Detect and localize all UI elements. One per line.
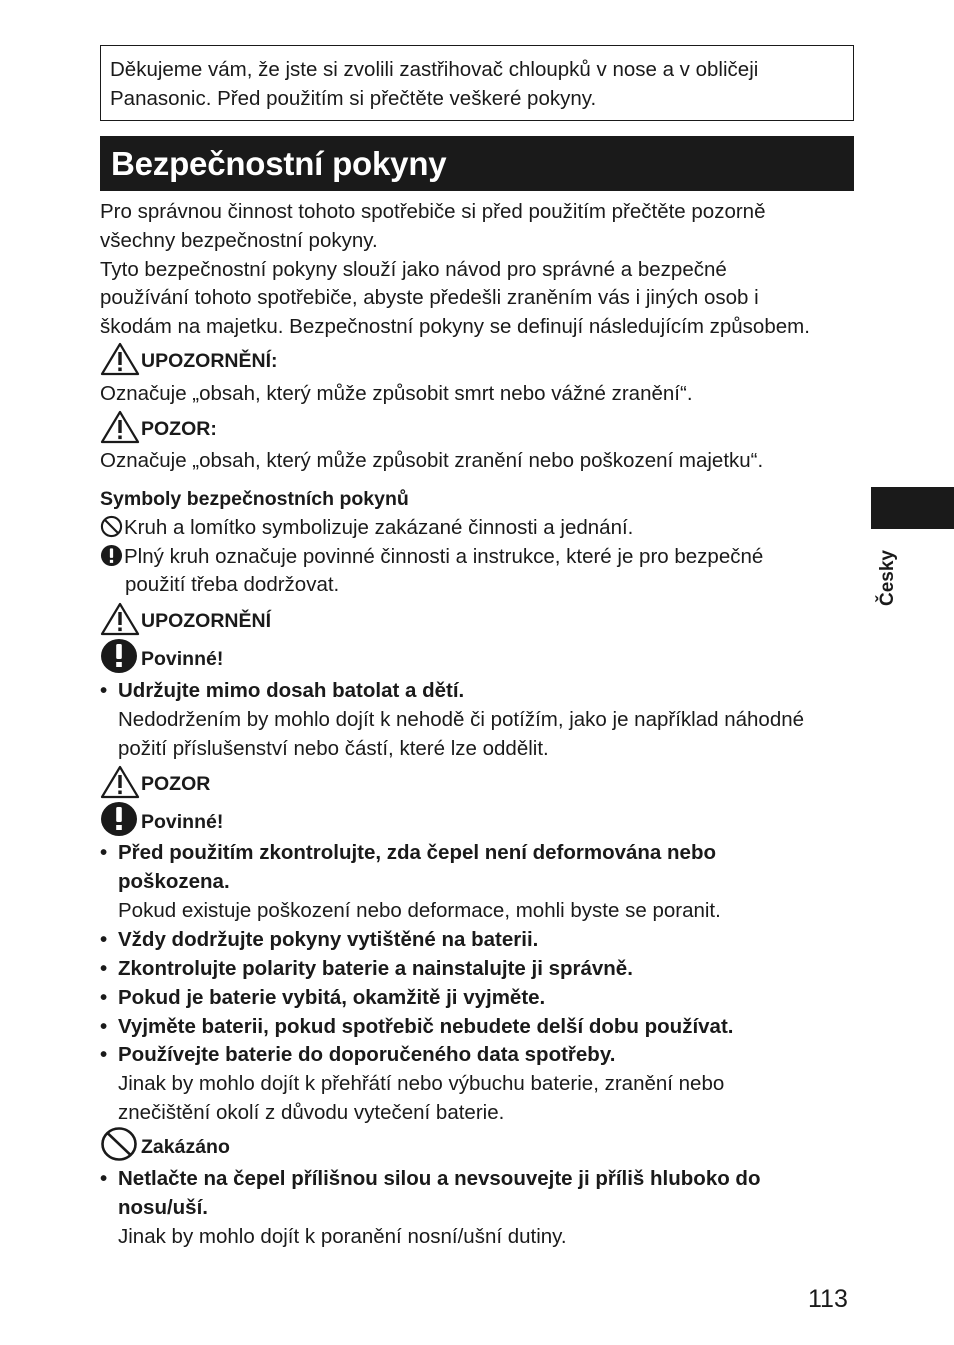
list-item-detail: Jinak by mohlo dojít k poranění nosní/ušní dutiny. [118, 1225, 567, 1248]
bullet: • [100, 841, 108, 864]
warning-definition-heading [100, 342, 278, 376]
mandatory-symbol-line [100, 543, 870, 572]
warning-triangle-icon [100, 342, 140, 376]
caution-definition-text: Označuje „obsah, který může způsobit zranění nebo poškození majetku“. [100, 449, 764, 472]
intro-line: Děkujeme vám, že jste si zvolili zastřihovač chloupků v nose a v obličeji [110, 58, 759, 81]
caution-triangle-icon [100, 765, 140, 799]
page-number: 113 [808, 1285, 848, 1313]
paragraph-line: všechny bezpečnostní pokyny. [100, 228, 378, 252]
language-label: Česky [877, 550, 898, 606]
list-item [100, 1041, 860, 1070]
list-item [100, 984, 860, 1013]
paragraph-line: Pro správnou činnost tohoto spotřebiče si před použitím přečtěte pozorně [100, 200, 766, 223]
list-item-title [118, 1165, 858, 1223]
caution-section-label: POZOR [141, 773, 211, 796]
bullet: • [100, 928, 108, 951]
prohibited-symbol-line [100, 514, 870, 543]
list-item-title: Zkontrolujte polarity baterie a nainstalujte ji správně. [118, 957, 633, 980]
mandatory-icon [100, 801, 138, 837]
list-item-title: Používejte baterie do doporučeného data spotřeby. [118, 1043, 616, 1066]
bullet: • [100, 1043, 108, 1066]
prohibited-icon [100, 515, 123, 538]
caution-definition-heading [100, 410, 217, 444]
prohibited-description: Kruh a lomítko symbolizuje zakázané činnosti a jednání. [124, 516, 634, 539]
warning-definition-text: Označuje „obsah, který může způsobit smrt nebo vážné zranění“. [100, 382, 693, 405]
list-item [100, 926, 860, 955]
bullet: • [100, 1167, 108, 1190]
warning-triangle-icon [100, 602, 140, 636]
intro-paragraph [100, 198, 870, 342]
page-title: Bezpečnostní pokyny [100, 136, 854, 191]
bullet: • [100, 1015, 108, 1038]
list-item-title: Pokud je baterie vybitá, okamžitě ji vyjměte. [118, 986, 546, 1009]
paragraph-line: škodám na majetku. Bezpečnostní pokyny se definují následujícím způsobem. [100, 315, 810, 339]
list-item-title [118, 839, 858, 897]
caution-section-heading [100, 765, 210, 799]
mandatory-icon [100, 638, 138, 674]
list-item [100, 1165, 860, 1223]
prohibited-label: Zakázáno [141, 1136, 230, 1159]
warning-label: UPOZORNĚNÍ: [141, 350, 278, 373]
list-item [100, 677, 860, 706]
mandatory-description: Plný kruh označuje povinné činnosti a instrukce, které je pro bezpečné [124, 545, 764, 568]
bullet: • [100, 986, 108, 1009]
caution-label: POZOR: [141, 418, 217, 441]
paragraph-line: Tyto bezpečnostní pokyny slouží jako návod pro správné a bezpečné [100, 257, 727, 281]
language-tab [871, 487, 954, 529]
bullet: • [100, 679, 108, 702]
detail-line: Nedodržením by mohlo dojít k nehodě či potížím, jako je například náhodné [118, 708, 805, 731]
bullet: • [100, 957, 108, 980]
mandatory-label: Povinné! [141, 811, 224, 834]
title-line: Netlačte na čepel přílišnou silou a nevsouvejte ji příliš hluboko do [118, 1167, 761, 1190]
prohibited-icon [100, 1126, 138, 1162]
list-item-title: Vždy dodržujte pokyny vytištěné na baterii. [118, 928, 539, 951]
title-line: Před použitím zkontrolujte, zda čepel není deformována nebo [118, 841, 716, 864]
list-item [100, 1013, 860, 1042]
list-item [100, 839, 860, 897]
detail-line: požití příslušenství nebo částí, které lze oddělit. [118, 736, 549, 760]
paragraph-line: používání tohoto spotřebiče, abyste předešli zraněním vás i jiných osob i [100, 286, 759, 310]
mandatory-icon [100, 544, 123, 567]
warning-section-heading [100, 602, 271, 636]
symbols-heading: Symboly bezpečnostních pokynů [100, 488, 409, 510]
intro-box [100, 45, 854, 121]
list-item-detail [118, 1070, 858, 1128]
list-item-title: Udržujte mimo dosah batolat a dětí. [118, 679, 465, 702]
caution-triangle-icon [100, 410, 140, 444]
title-line: nosu/uší. [118, 1195, 208, 1219]
language-label-wrap [866, 540, 906, 610]
prohibited-section-heading [100, 1126, 230, 1162]
warning-mandatory-heading [100, 638, 223, 674]
list-item-detail: Pokud existuje poškození nebo deformace, mohli byste se poranit. [118, 899, 721, 922]
detail-line: znečištění okolí z důvodu vytečení baterie. [118, 1100, 505, 1124]
mandatory-description-cont: použití třeba dodržovat. [125, 573, 340, 596]
list-item [100, 955, 860, 984]
warning-section-label: UPOZORNĚNÍ [141, 610, 272, 633]
caution-mandatory-heading [100, 801, 223, 837]
list-item-title: Vyjměte baterii, pokud spotřebič nebudete delší dobu používat. [118, 1015, 734, 1038]
mandatory-label: Povinné! [141, 648, 224, 671]
intro-line: Panasonic. Před použitím si přečtěte veškeré pokyny. [110, 87, 597, 110]
title-line: poškozena. [118, 869, 230, 893]
list-item-detail [118, 706, 858, 764]
detail-line: Jinak by mohlo dojít k přehřátí nebo výbuchu baterie, zranění nebo [118, 1072, 725, 1095]
